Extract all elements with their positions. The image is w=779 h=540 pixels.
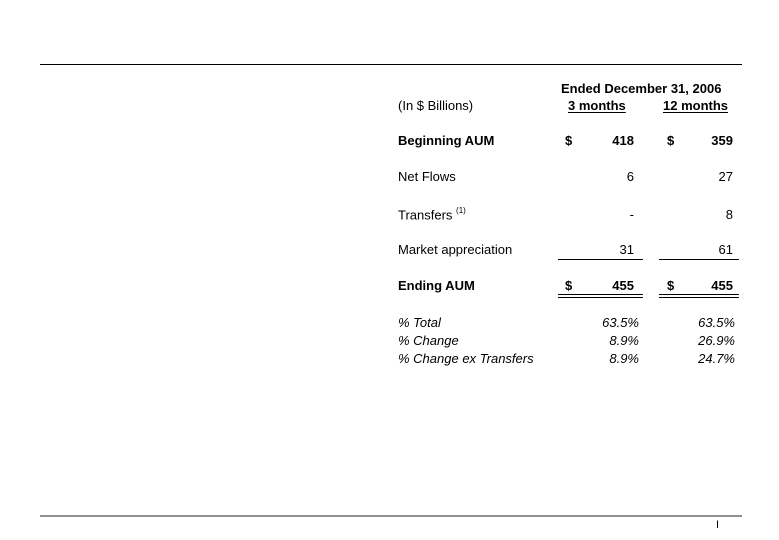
units-label: (In $ Billions) (398, 98, 474, 113)
top-rule (40, 64, 742, 65)
ending-aum-3m: 455 (612, 278, 634, 293)
pct-total-label: % Total (398, 315, 441, 330)
pct-change-12m: 26.9% (698, 333, 735, 348)
pct-change-ex-transfers-3m: 8.9% (609, 351, 639, 366)
net-flows-3m: 6 (626, 169, 634, 184)
ending-aum-12m: 455 (711, 278, 733, 293)
beginning-aum-currency-3m: $ (565, 133, 573, 148)
transfers-row-label (398, 207, 466, 222)
pct-change-ex-transfers-label: % Change ex Transfers (398, 351, 534, 366)
net-flows-12m: 27 (718, 169, 733, 184)
total-double-rule-12m (659, 294, 739, 298)
column-header-12-months: 12 months (663, 98, 729, 113)
ending-aum-currency-12m: $ (667, 278, 675, 293)
beginning-aum-12m: 359 (711, 133, 733, 148)
ending-aum-currency-3m: $ (565, 278, 573, 293)
period-header: Ended December 31, 2006 (561, 81, 722, 96)
transfers-3m: - (629, 207, 634, 222)
market-appreciation-12m: 61 (718, 242, 733, 257)
beginning-aum-3m: 418 (612, 133, 634, 148)
pct-total-12m: 63.5% (698, 315, 735, 330)
page-number: I (716, 519, 720, 531)
bottom-rule (40, 515, 742, 517)
beginning-aum-currency-12m: $ (667, 133, 675, 148)
pct-total-3m: 63.5% (602, 315, 639, 330)
net-flows-label: Net Flows (398, 169, 456, 184)
transfers-footnote: (1) (456, 206, 466, 215)
market-appreciation-3m: 31 (619, 242, 634, 257)
column-header-3-months: 3 months (568, 98, 626, 113)
pct-change-3m: 8.9% (609, 333, 639, 348)
subtotal-rule-3m (558, 259, 643, 260)
pct-change-label: % Change (398, 333, 459, 348)
pct-change-ex-transfers-12m: 24.7% (698, 351, 735, 366)
beginning-aum-label: Beginning AUM (398, 133, 495, 148)
subtotal-rule-12m (659, 259, 739, 260)
market-appreciation-label: Market appreciation (398, 242, 513, 257)
transfers-label: Transfers (398, 207, 453, 223)
transfers-12m: 8 (725, 207, 733, 222)
ending-aum-label: Ending AUM (398, 278, 475, 293)
total-double-rule-3m (558, 294, 643, 298)
